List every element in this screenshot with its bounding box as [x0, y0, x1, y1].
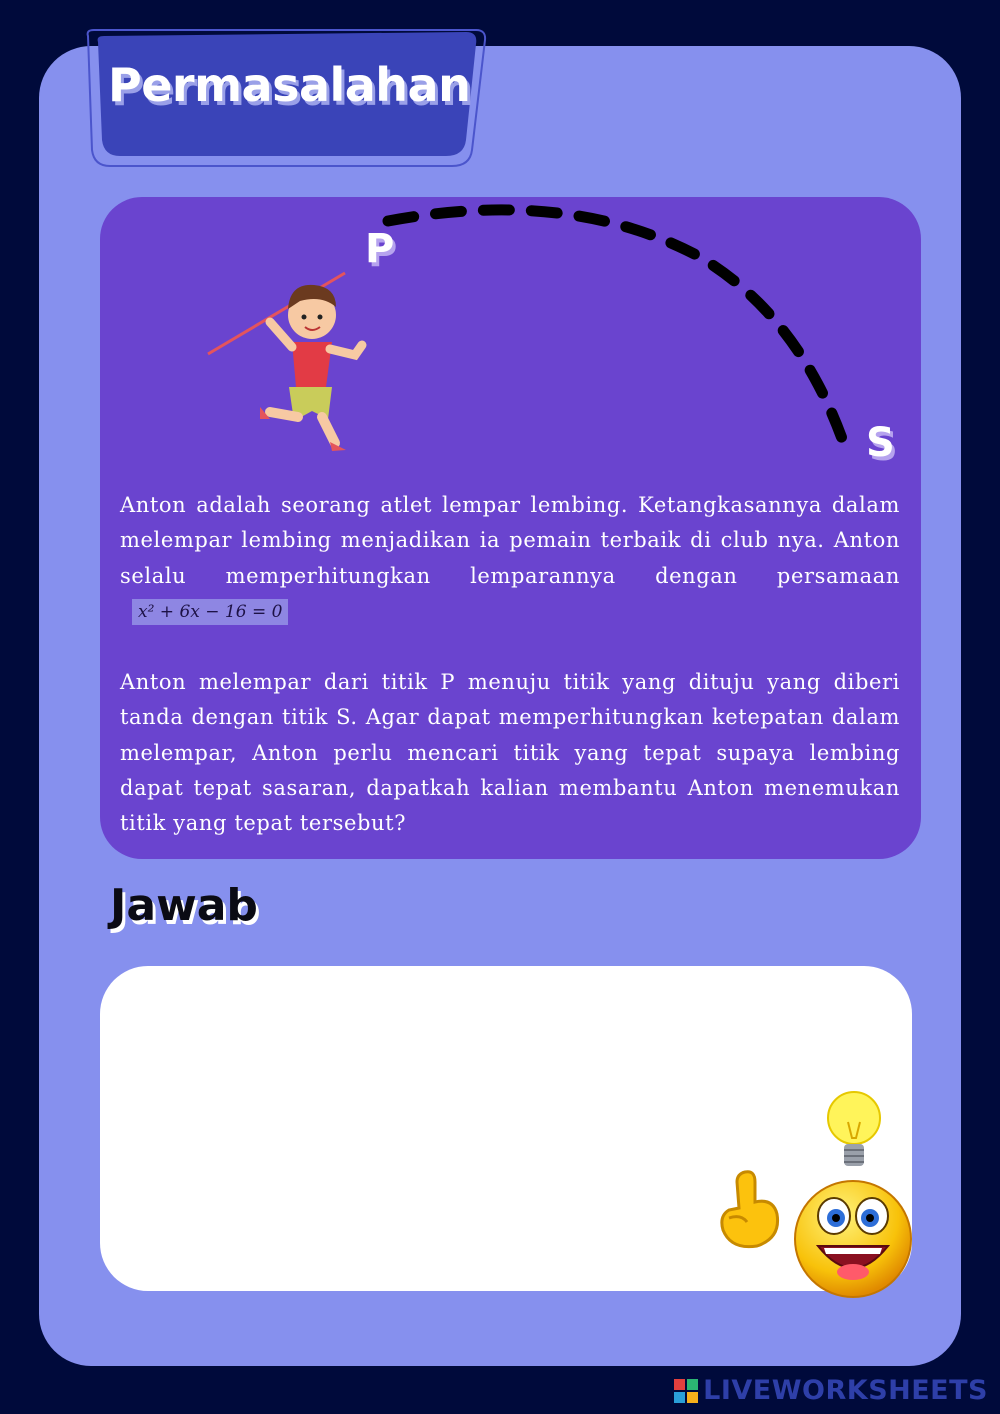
- answer-input[interactable]: [130, 990, 694, 1264]
- page-title: Permasalahan: [108, 58, 471, 112]
- smiley-face-icon: [792, 1178, 914, 1300]
- point-s-label: S: [866, 420, 895, 466]
- brand-text: LIVEWORKSHEETS: [703, 1375, 988, 1406]
- problem-text-1: Anton adalah seorang atlet lempar lembing. Ketangkasannya dalam melempar lembing menjadikan ia pemain terbaik di club nya. Anton selalu memperhitungkan lemparannya dengan persamaan: [120, 493, 900, 588]
- problem-paragraph-2: Anton melempar dari titik P menuju titik yang dituju yang diberi tanda dengan titik S. Agar dapat memperhitungkan ketepatan dalam melempar, Anton perlu mencari titik yang tepat supaya lembing dapat tepat sasaran, dapatkah kalian membantu Anton menemukan titik yang tepat tersebut?: [120, 670, 900, 836]
- liveworksheets-logo-icon: [673, 1378, 699, 1404]
- problem-paragraph-1: [120, 488, 900, 629]
- dashed-trajectory-icon: [388, 210, 845, 447]
- throw-diagram: [100, 197, 921, 487]
- lightbulb-icon: [824, 1088, 884, 1174]
- liveworksheets-watermark: [673, 1375, 988, 1406]
- equation: x² + 6x − 16 = 0: [132, 599, 288, 625]
- pointing-hand-icon: [715, 1168, 785, 1250]
- answer-heading: Jawab: [110, 880, 258, 931]
- javelin-athlete-icon: [208, 273, 362, 451]
- point-p-label: P: [365, 226, 395, 272]
